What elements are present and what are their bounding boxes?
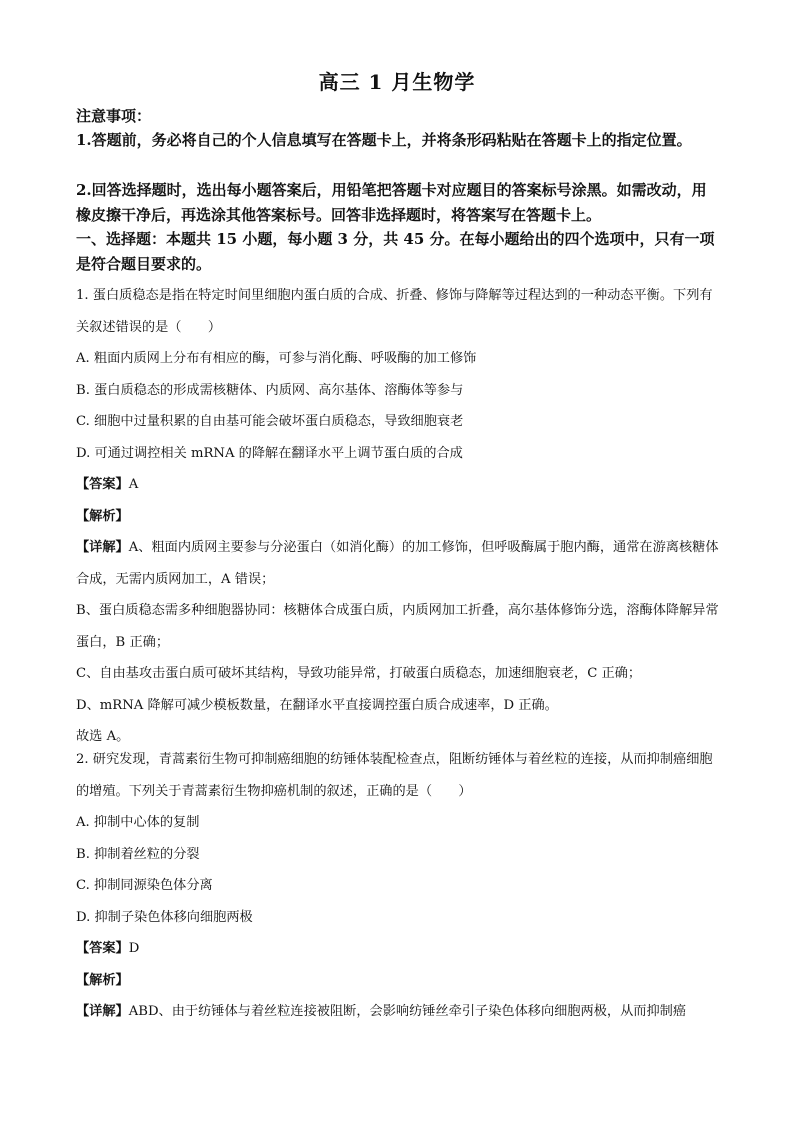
detail-d: D、mRNA 降解可减少模板数量，在翻译水平直接调控蛋白质合成速率，D 正确。 [76, 697, 558, 713]
question-1 [76, 280, 722, 753]
detail-c: C、自由基攻击蛋白质可破坏其结构，导致功能异常，打破蛋白质稳态，加速细胞衰老，C 正确； [76, 666, 642, 681]
answer-tag: 【答案】 [76, 477, 129, 492]
option-a: A. 抑制中心体的复制 [76, 815, 200, 830]
section-heading: 一、选择题：本题共 15 小题，每小题 3 分，共 45 分。在每小题给出的四个选项中，只有一项是符合题目要求的。 [76, 230, 715, 273]
option-b: B. 蛋白质稳态的形成需核糖体、内质网、高尔基体、溶酶体等参与 [76, 382, 464, 398]
option-b: B. 抑制着丝粒的分裂 [76, 846, 200, 862]
analysis-tag: 【解析】 [76, 972, 129, 988]
question-2 [76, 744, 722, 1028]
detail-text: A、粗面内质网主要参与分泌蛋白（如消化酶）的加工修饰，但呼吸酶属于胞内酶，通常在游离核糖体合成，无需内质网加工，A 错误； [76, 540, 719, 587]
detail-tag: 【详解】 [76, 540, 129, 555]
option-c: C. 抑制同源染色体分离 [76, 878, 213, 893]
notice-item-1: 1.答题前，务必将自己的个人信息填写在答题卡上，并将条形码粘贴在答题卡上的指定位置。 [76, 131, 692, 149]
question-stem: 2. 研究发现，青蒿素衍生物可抑制癌细胞的纺锤体装配检查点，阻断纺锤体与着丝粒的连接，从而抑制癌细胞的增殖。下列关于青蒿素衍生物抑癌机制的叙述，正确的是（ ） [76, 752, 713, 799]
option-d: D. 可通过调控相关 mRNA 的降解在翻译水平上调节蛋白质的合成 [76, 445, 463, 461]
answer-tag: 【答案】 [76, 941, 129, 956]
option-c: C. 细胞中过量积累的自由基可能会破坏蛋白质稳态，导致细胞衰老 [76, 414, 464, 429]
detail-line [76, 996, 722, 1028]
analysis-tag: 【解析】 [76, 508, 129, 524]
answer-value: A [128, 477, 139, 492]
option-a: A. 粗面内质网上分布有相应的酶，可参与消化酶、呼吸酶的加工修饰 [76, 351, 477, 366]
question-stem: 1. 蛋白质稳态是指在特定时间里细胞内蛋白质的合成、折叠、修饰与降解等过程达到的一种动态平衡。下列有关叙述错误的是（ ） [76, 288, 713, 335]
detail-tag: 【详解】 [76, 1004, 129, 1019]
detail-text: ABD、由于纺锤体与着丝粒连接被阻断，会影响纺锤丝牵引子染色体移向细胞两极，从而抑制癌 [128, 1004, 687, 1019]
answer-line [76, 933, 722, 965]
conclusion: 故选 A。 [76, 729, 130, 744]
option-d: D. 抑制子染色体移向细胞两极 [76, 909, 253, 925]
notice-heading: 注意事项： [76, 107, 152, 125]
detail-line [76, 532, 722, 595]
document-title: 高三 1 月生物学 [318, 70, 476, 94]
notice-item-2: 2.回答选择题时，选出每小题答案后，用铅笔把答题卡对应题目的答案标号涂黑。如需改动，用橡皮擦干净后，再选涂其他答案标号。回答非选择题时，将答案写在答题卡上。 [76, 181, 707, 224]
answer-line [76, 469, 722, 501]
detail-b: B、蛋白质稳态需多种细胞器协同：核糖体合成蛋白质，内质网加工折叠，高尔基体修饰分选，溶酶体降解异常蛋白，B 正确； [76, 603, 719, 650]
answer-value: D [128, 941, 140, 956]
